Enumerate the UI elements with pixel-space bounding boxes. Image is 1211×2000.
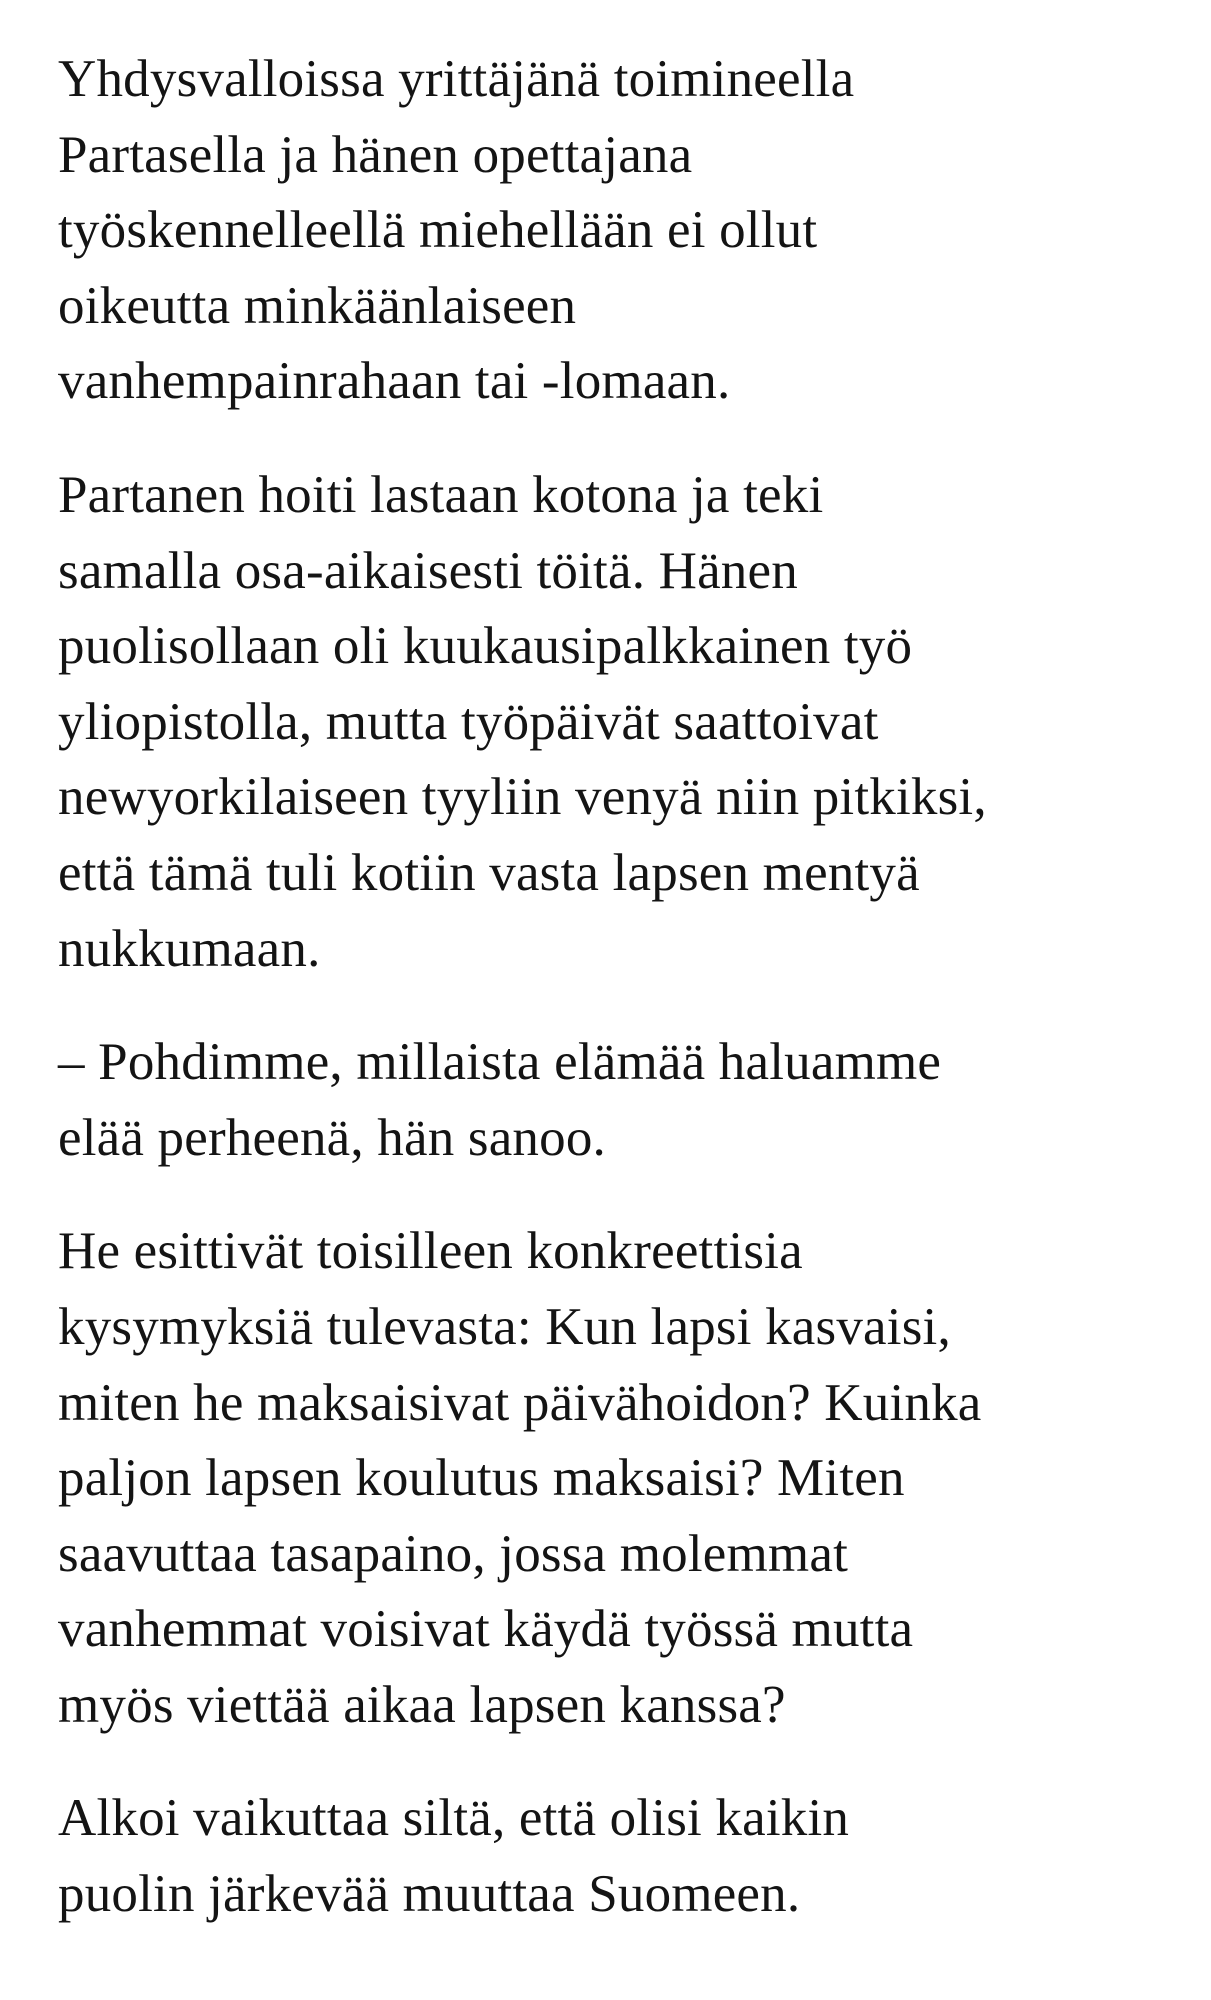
paragraph-1 [58,42,1178,420]
text-line: paljon lapsen koulutus maksaisi? Miten [58,1449,905,1508]
paragraph-4 [58,1214,1178,1743]
text-line: elää perheenä, hän sanoo. [58,1108,606,1167]
text-line: oikeutta minkäänlaiseen [58,276,577,335]
text-line: Alkoi vaikuttaa siltä, että olisi kaikin [58,1789,850,1848]
text-line: Partanen hoiti lastaan kotona ja teki [58,465,824,524]
text-line: vanhemmat voisivat käydä työssä mutta [58,1600,914,1659]
text-line: työskennelleellä miehellään ei ollut [58,201,818,260]
text-line: nukkumaan. [58,919,321,978]
text-line: kysymyksiä tulevasta: Kun lapsi kasvaisi, [58,1297,951,1356]
text-line: newyorkilaiseen tyyliin venyä niin pitkiksi, [58,768,987,827]
article-body [58,42,1178,1933]
text-line: samalla osa-aikaisesti töitä. Hänen [58,541,798,600]
paragraph-5 [58,1781,1178,1932]
text-line: miten he maksaisivat päivähoidon? Kuinka [58,1373,982,1432]
text-line: He esittivät toisilleen konkreettisia [58,1222,803,1281]
text-line: puolisollaan oli kuukausipalkkainen työ [58,617,913,676]
text-line: Partasella ja hänen opettajana [58,125,693,184]
text-line: – Pohdimme, millaista elämää haluamme [58,1033,942,1092]
text-line: saavuttaa tasapaino, jossa molemmat [58,1524,848,1583]
text-line: puolin järkevää muuttaa Suomeen. [58,1865,801,1924]
paragraph-3-quote [58,1025,1178,1176]
text-line: myös viettää aikaa lapsen kanssa? [58,1675,786,1734]
text-line: yliopistolla, mutta työpäivät saattoivat [58,692,879,751]
paragraph-2 [58,458,1178,987]
text-line: että tämä tuli kotiin vasta lapsen mentyä [58,843,920,902]
text-line: Yhdysvalloissa yrittäjänä toimineella [58,50,855,108]
text-line: vanhempainrahaan tai -lomaan. [58,352,731,411]
